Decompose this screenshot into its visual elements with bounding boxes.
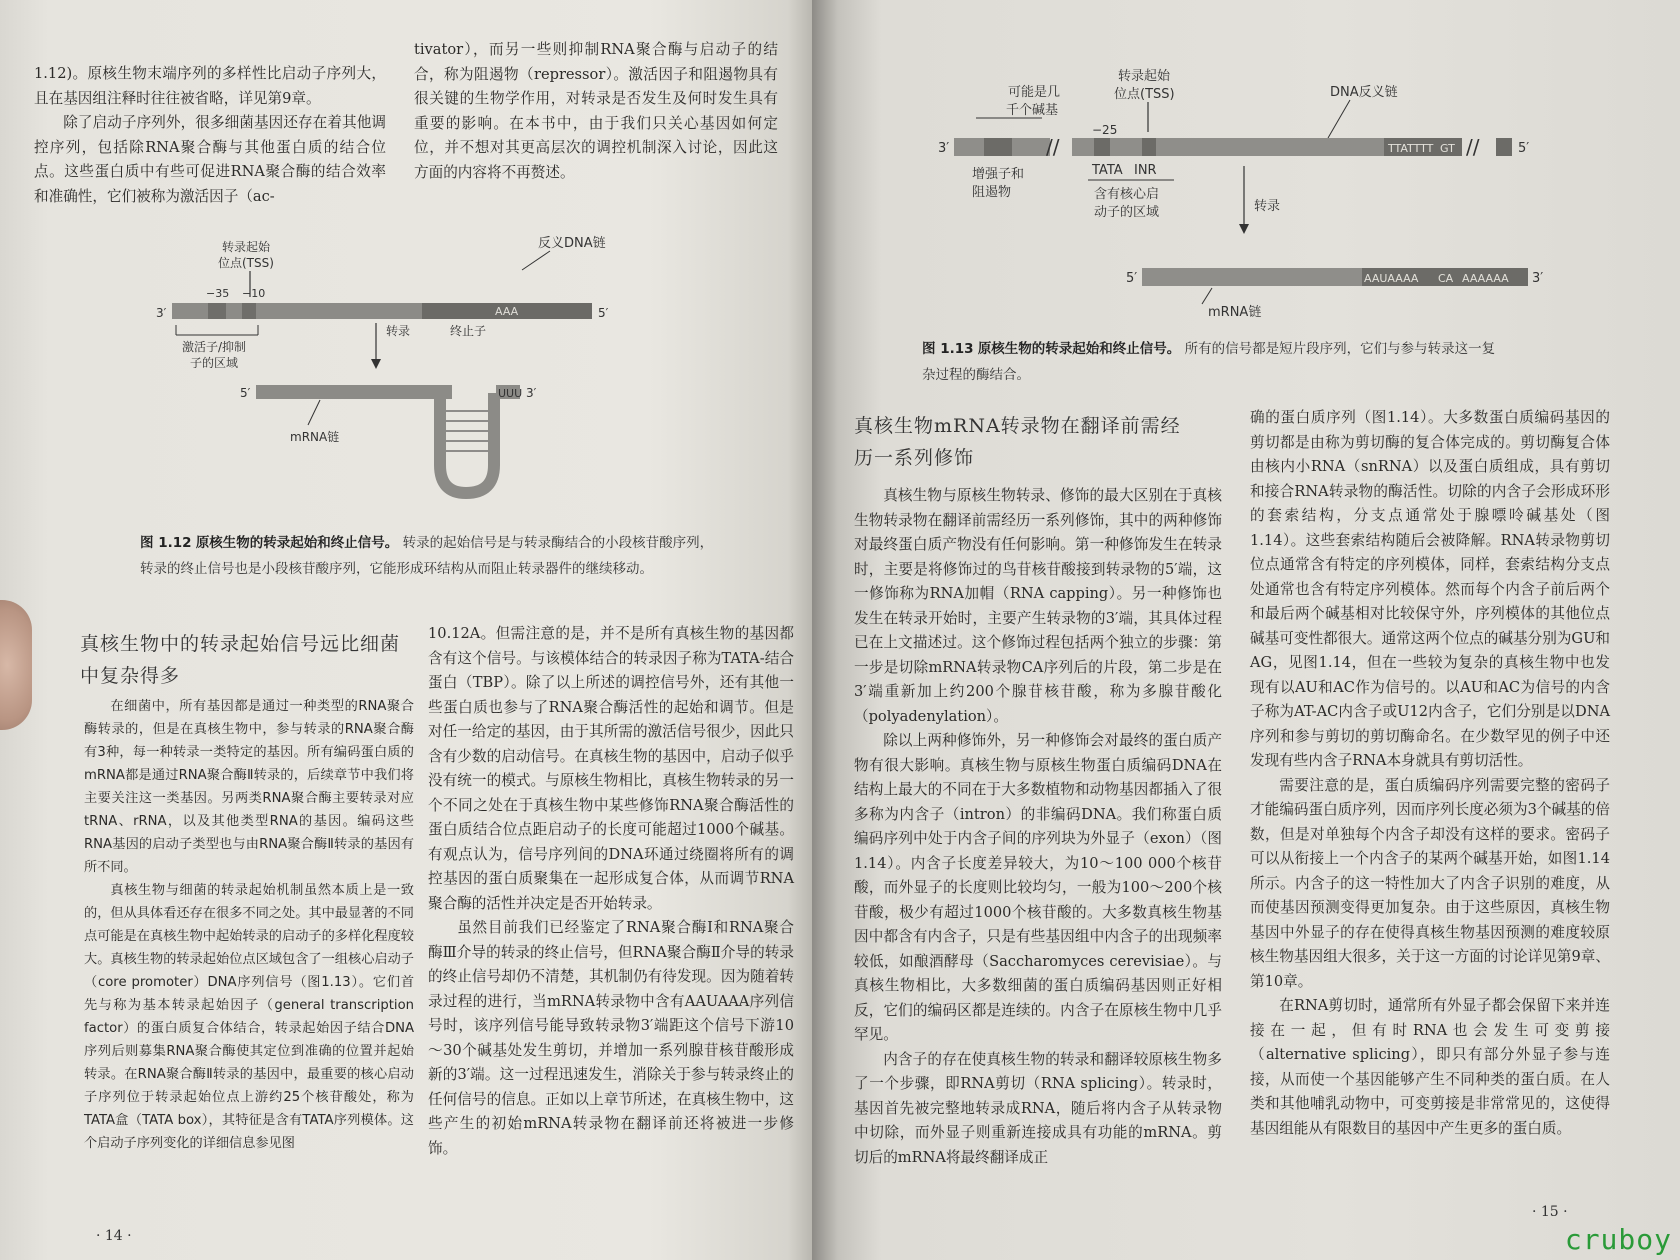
fig12-antisense-line [522, 251, 550, 270]
fig13-core-1: 含有核心启 [1094, 187, 1160, 202]
right-col1-p1: 真核生物与原核生物转录、修饰的最大区别在于真核生物转录物在翻译前需经历一系列修饰，其中的两种修饰对最终蛋白质产物没有任何影响。第一种修饰发生在转录时，主要是将修饰过的鸟苷核苷酸接到转录物的5′端，这一修饰称为RNA加帽（RNA capping）。另一种修饰也发生在转录开始时，主要产生转录物的3′端，其具体过程已在上文描述过。这个修饰过程包括两个独立的步骤：第一步是切除mRNA转录物CA序列后的片段，第二步是在3′端重新加上约200个腺苷核苷酸，称为多腺苷酸化（polyadenylation）。 [854, 487, 1222, 725]
fig13-antisense-label: DNA反义链 [1330, 85, 1398, 100]
left-section-heading [80, 628, 420, 692]
page-number-left: · 14 · [96, 1228, 132, 1244]
fig12-region-1: 激活子/抑制 [182, 340, 247, 354]
left-col1-bottom-p2: 真核生物与细菌的转录起始机制虽然本质上是一致的，但从具体看还存在很多不同之处。其中最显著的不同点可能是在真核生物中起始转录的启动子的多样化程度较大。真核生物的转录起始位点区域包含了一组核心启动子（core promoter）DNA序列信号（图1.13）。它们首先与称为基本转录起始因子（general transcription factor）的蛋白质复合体结合，转录起始因子结合DNA序列后则募集RNA聚合酶使其定位到准确的位置并起始转录。在RNA聚合酶Ⅱ转录的基因中，最重要的核心启动子序列位于转录起始位点上游约25个核苷酸处，称为TATA盒（TATA box），其特征是含有TATA序列模体。这个启动子序列变化的详细信息参见图 [84, 883, 414, 1151]
fig12-tss-label-1: 转录起始 [222, 240, 271, 254]
fig13-inr: INR [1134, 163, 1157, 178]
right-heading-line2: 历一系列修饰 [854, 447, 975, 469]
caption-1-12-text: 转录的起始信号是与转录酶结合的小段核苷酸序列，转录的终止信号也是小段核苷酸序列，它能形成环结构从而阻止转录器件的继续移动。 [140, 535, 714, 577]
page-number-right: · 15 · [1532, 1204, 1568, 1220]
left-col1-top [34, 62, 386, 209]
caption-1-13-label: 图 1.13 [922, 341, 974, 357]
fig13-maybe-1: 可能是几 [1008, 85, 1061, 100]
fig12-five2: 5′ [240, 386, 251, 400]
fig13-break-2: // [1466, 135, 1480, 159]
caption-1-12 [140, 530, 720, 582]
left-page [0, 0, 812, 1260]
caption-1-12-label: 图 1.12 [140, 535, 192, 551]
right-col1 [854, 484, 1222, 1170]
fig13-inr-box [1142, 138, 1156, 156]
fig12-mrna-left [256, 385, 452, 399]
right-col2-p2: 需要注意的是，蛋白质编码序列需要完整的密码子才能编码蛋白质序列，因而序列长度必须为3个碱基的倍数，但是对单独每个内含子却没有这样的要求。密码子可以从衔接上一个内含子的某两个碱基开始，如图1.14所示。内含子的这一特性加大了内含子识别的难度，从而使基因预测变得更加复杂。由于这些原因，真核生物基因中外显子的存在使得真核生物基因预测的难度较原核生物基因组大很多，关于这一方面的讨论详见第9章、第10章。 [1250, 776, 1610, 990]
thumb-image [0, 600, 32, 730]
left-col1-bottom [84, 695, 414, 1155]
fig12-transcribe: 转录 [386, 324, 411, 338]
fig12-m35: −35 [206, 287, 230, 300]
fig13-aaaaaa: AAAAAA [1462, 272, 1509, 285]
left-col1-bottom-p1: 在细菌中，所有基因都是通过一种类型的RNA聚合酶转录的，但是在真核生物中，参与转录的RNA聚合酶有3种，每一种转录一类特定的基因。所有编码蛋白质的mRNA都是通过RNA聚合酶Ⅱ转录的，后续章节中我们将主要关注这一类基因。另两类RNA聚合酶主要转录对应tRNA、rRNA，以及其他类型RNA的基因。编码这些RNA基因的启动子类型也与由RNA聚合酶Ⅱ转录的基因有所不同。 [84, 699, 414, 875]
fig12-box-10 [242, 303, 256, 319]
caption-1-13 [922, 336, 1502, 388]
fig12-region-2: 子的区域 [190, 356, 239, 370]
fig13-enhancer-2: 阻遏物 [972, 185, 1012, 200]
fig12-antisense-label: 反义DNA链 [538, 236, 606, 251]
fig12-five1: 5′ [598, 306, 609, 320]
fig12-three2: 3′ [526, 386, 537, 400]
right-page [812, 0, 1680, 1260]
fig12-mrna-label: mRNA链 [290, 430, 340, 444]
fig12-terminator-label: 终止子 [450, 324, 487, 338]
fig12-m10: −10 [242, 287, 266, 300]
fig13-three2: 3′ [1532, 271, 1544, 286]
fig13-antisense-line [1328, 100, 1350, 138]
caption-1-13-title: 原核生物的转录起始和终止信号。 [977, 341, 1181, 357]
left-col1-top-p2: 除了启动子序列外，很多细菌基因还存在着其他调控序列，包括除RNA聚合酶与其他蛋白质的结合位点。这些蛋白质中有些可促进RNA聚合酶的结合效率和准确性，它们被称为激活因子（ac- [34, 114, 386, 205]
fig12-hairpin-loop [440, 393, 494, 493]
left-heading-line2: 中复杂得多 [80, 665, 181, 687]
figure-1-12 [150, 225, 670, 505]
right-col2-p3: 在RNA剪切时，通常所有外显子都会保留下来并连接在一起，但有时RNA也会发生可变剪接（alternative splicing），即只有部分外显子参与连接，从而使一个基因能够产生不同种类的蛋白质。在人类和其他哺乳动物中，可变剪接是非常常见的，这使得基因组能从有限数目的基因中产生更多的蛋白质。 [1250, 997, 1610, 1137]
left-col2-top-p1: tivator），而另一些则抑制RNA聚合酶与启动子的结合，称为阻遏物（repressor）。激活因子和阻遏物具有很关键的生物学作用，对转录是否发生及何时发生具有重要的影响。在本书中，由于我们只关心基因如何定位，并不想对其更高层次的调控机制深入讨论，因此这方面的内容将不再赘述。 [414, 41, 778, 181]
fig13-mrna-label: mRNA链 [1208, 305, 1262, 318]
fig13-three1: 3′ [938, 141, 950, 156]
fig13-five1: 5′ [1518, 141, 1530, 156]
fig13-m25: −25 [1092, 123, 1118, 137]
left-col2-bottom-p1: 10.12A。但需注意的是，并不是所有真核生物的基因都含有这个信号。与该模体结合的转录因子称为TATA-结合蛋白（TBP）。除了以上所述的调控信号外，还有其他一些蛋白质也参与了RNA聚合酶活性的起始和调节。但是对任一给定的基因，由于其所需的激活信号很少，因此只含有少数的启动信号。在真核生物的基因中，启动子似乎没有统一的模式。与原核生物相比，真核生物转录的另一个不同之处在于真核生物中某些修饰RNA聚合酶活性的蛋白质结合位点距启动子的长度可能超过1000个碱基。有观点认为，信号序列间的DNA环通过绕圈将所有的调控基因的蛋白质聚集在一起形成复合体，从而调节RNA聚合酶的活性并决定是否开始转录。 [428, 625, 794, 912]
right-col2 [1250, 406, 1610, 1141]
fig13-mrna-line [1202, 288, 1212, 304]
caption-1-13-text: 所有的信号都是短片段序列，它们与参与转录这一复杂过程的酶结合。 [922, 341, 1496, 383]
fig13-gt: GT [1440, 142, 1455, 155]
fig12-three1: 3′ [156, 306, 167, 320]
left-col1-top-p1: 1.12)。原核生物末端序列的多样性比启动子序列大，且在基因组注释时往往被省略，详见第9章。 [34, 65, 386, 107]
fig13-maybe-2: 千个碱基 [1006, 103, 1059, 118]
fig13-tata: TATA [1092, 163, 1123, 178]
fig13-break-1: // [1046, 135, 1060, 159]
fig13-enhancer-1: 增强子和 [972, 167, 1025, 182]
fig13-auuaaaa: AAUAAAA [1364, 272, 1419, 285]
fig13-five2: 5′ [1126, 271, 1138, 286]
fig13-tss-2: 位点(TSS) [1114, 87, 1175, 102]
left-heading-line1: 真核生物中的转录起始信号远比细菌 [80, 633, 401, 655]
fig13-enhancer-box [984, 138, 1012, 156]
left-col2-bottom-p2: 虽然目前我们已经鉴定了RNA聚合酶Ⅰ和RNA聚合酶Ⅲ介导的转录的终止信号，但RNA聚合酶Ⅱ介导的转录的终止信号却仍不清楚，其机制仍有待发现。因为随着转录过程的进行，当mRNA转录物中含有AAUAAA序列信号时，该序列信号能导致转录物3′端距这个信号下游10～30个碱基处发生剪切，并增加一系列腺苷核苷酸形成新的3′端。这一过程迅速发生，消除关于参与转录终止的任何信号的信息。正如以上章节所述，在真核生物中，这些产生的初始mRNA转录物在翻译前还将被进一步修饰。 [428, 919, 794, 1157]
fig12-mrna-line [308, 400, 320, 425]
right-col1-p3: 内含子的存在使真核生物的转录和翻译较原核生物多了一个步骤，即RNA剪切（RNA splicing）。转录时，基因首先被完整地转录成RNA，随后将内含子从转录物中切除，而外显子则重新连接成具有功能的mRNA。剪切后的mRNA将最终翻译成正 [854, 1050, 1222, 1166]
fig13-tss-1: 转录起始 [1118, 69, 1171, 84]
fig13-tata-box [1094, 138, 1110, 156]
right-section-heading [854, 410, 1214, 474]
fig12-tss-label-2: 位点(TSS) [218, 256, 274, 270]
fig13-core-2: 动子的区域 [1094, 205, 1160, 220]
fig13-transcribe: 转录 [1254, 199, 1281, 214]
left-col2-top [414, 38, 778, 185]
fig13-ca: CA [1438, 272, 1454, 285]
fig13-arrow-head [1239, 224, 1249, 234]
fig12-box-35 [208, 303, 226, 319]
fig13-ttattt: TTATTTT [1388, 142, 1434, 155]
watermark: cruboy [1564, 1223, 1672, 1256]
fig12-uuu: UUU [498, 387, 523, 400]
fig12-arrow-head [371, 359, 381, 369]
right-heading-line1: 真核生物mRNA转录物在翻译前需经 [854, 415, 1181, 437]
fig12-aaa: AAA [495, 305, 519, 318]
fig13-dna-end [1496, 138, 1512, 156]
figure-1-13 [912, 48, 1552, 318]
right-col1-p2: 除以上两种修饰外，另一种修饰会对最终的蛋白质产物有很大影响。真核生物与原核生物蛋白质编码DNA在结构上最大的不同在于大多数植物和动物基因都插入了很多称为内含子（intron）的非编码DNA。我们称蛋白质编码序列中处于内含子间的序列块为外显子（exon）（图1.14）。内含子长度差异较大，为10～100 000个核苷酸，而外显子的长度则比较均匀，一般为100～200个核苷酸，极少有超过1000个核苷酸的。大多数真核生物基因中都含有内含子，只是有些基因组中内含子的出现频率较低，如酿酒酵母（Saccharomyces cerevisiae）。与真核生物相比，大多数细菌的蛋白质编码基因则正好相反，它们的编码区都是连续的。内含子在原核生物中几乎罕见。 [854, 732, 1222, 1043]
left-col2-bottom [428, 622, 794, 1161]
right-col2-p1: 确的蛋白质序列（图1.14）。大多数蛋白质编码基因的剪切都是由称为剪切酶的复合体完成的。剪切酶复合体由核内小RNA（snRNA）以及蛋白质组成，具有剪切和接合RNA转录物的酶活性。切除的内含子会形成环形的套索结构，分支点通常处于腺嘌呤碱基处（图1.14）。这些套索结构随后会被降解。RNA转录物剪切位点通常含有特定的序列模体，同样，套索结构分支点处通常也含有特定序列模体。然而每个内含子前后两个和最后两个碱基相对比较保守外，序列模体的其他位点碱基可变性都很大。通常这两个位点的碱基分别为GU和AG，见图1.14，但在一些较为复杂的真核生物中也发现有以AU和AC作为信号的。以AU和AC为信号的内含子称为AT-AC内含子或U12内含子，它们分别是以DNA序列和参与剪切的剪切酶命名。在少数罕见的例子中还发现有些内含子RNA本身就具有剪切活性。 [1250, 409, 1610, 769]
caption-1-12-title: 原核生物的转录起始和终止信号。 [195, 535, 399, 551]
